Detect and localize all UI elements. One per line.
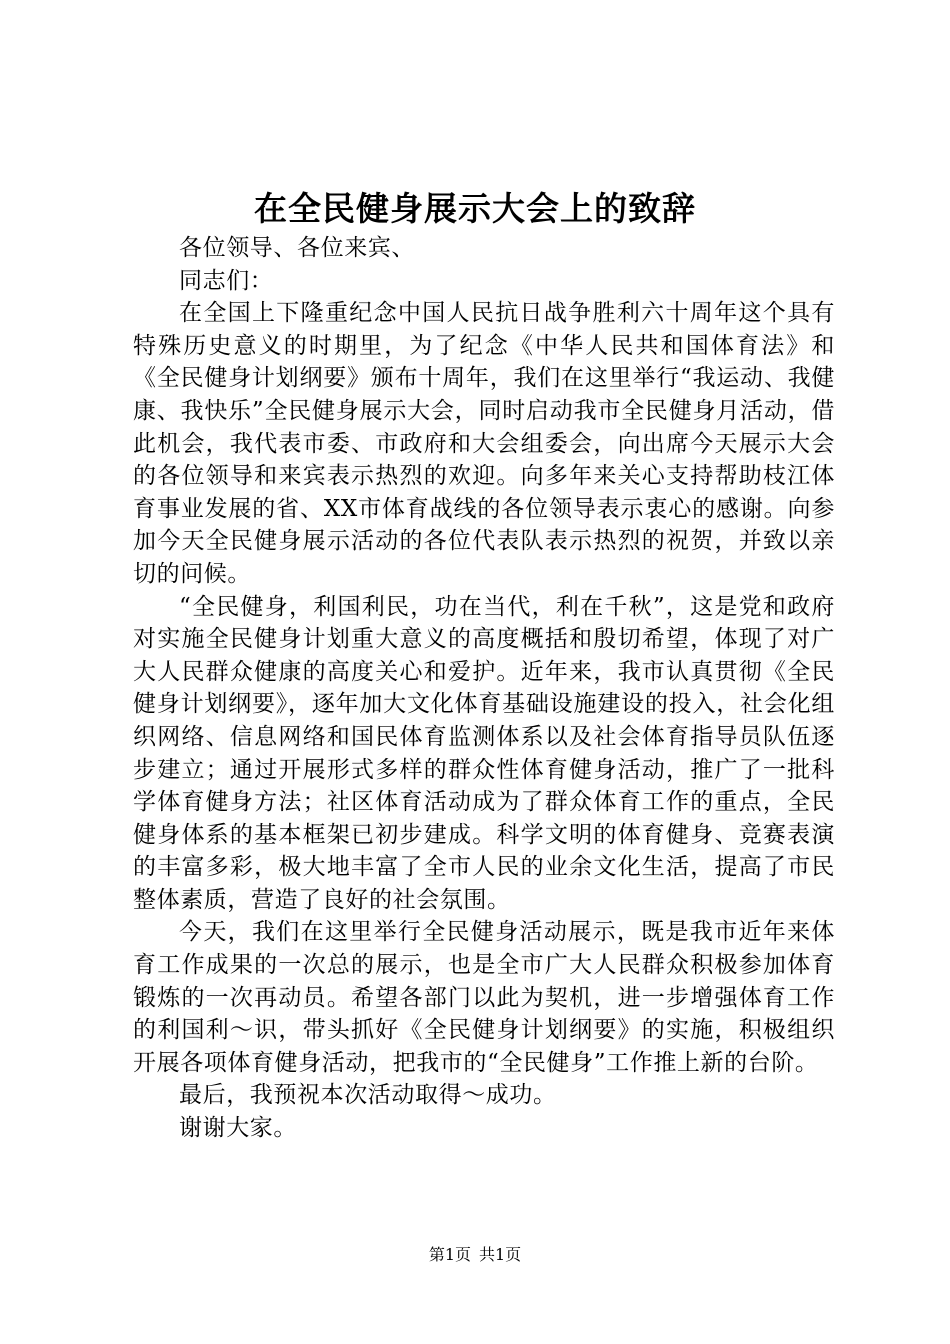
- body-paragraph-2: “全民健身，利国利民，功在当代，利在千秋”，这是党和政府对实施全民健身计划重大意义的高度概括和殷切希望，体现了对广大人民群众健康的高度关心和爱护。近年来，我市认真贯彻《全民健身计划纲要》，逐年加大文化体育基础设施建设的投入，社会化组织网络、信息网络和国民体育监测体系以及社会体育指导员队伍逐步建立；通过开展形式多样的群众性体育健身活动，推广了一批科学体育健身方法；社区体育活动成为了群众体育工作的重点，全民健身体系的基本框架已初步建成。科学文明的体育健身、竞赛表演的丰富多彩，极大地丰富了全市人民的业余文化生活，提高了市民整体素质，营造了良好的社会氛围。: [133, 593, 835, 913]
- page-total: 共1页: [479, 1245, 522, 1264]
- page-number: 第1页: [428, 1245, 471, 1264]
- salutation-line-1: 各位领导、各位来宾、: [179, 235, 415, 261]
- closing-line-2: 谢谢大家。: [179, 1115, 297, 1142]
- body-paragraph-3: 今天，我们在这里举行全民健身活动展示，既是我市近年来体育工作成果的一次总的展示，也是全市广大人民群众积极参加体育锻炼的一次再动员。希望各部门以此为契机，进一步增强体育工作的利国利～识，带头抓好《全民健身计划纲要》的实施，积极组织开展各项体育健身活动，把我市的“全民健身”工作推上新的台阶。: [133, 919, 835, 1076]
- closing-line-1: 最后，我预祝本次活动取得～成功。: [179, 1082, 557, 1109]
- document-body: [133, 232, 835, 1145]
- body-paragraph-1: 在全国上下隆重纪念中国人民抗日战争胜利六十周年这个具有特殊历史意义的时期里，为了纪念《中华人民共和国体育法》和《全民健身计划纲要》颁布十周年，我们在这里举行“我运动、我健康、我快乐”全民健身展示大会，同时启动我市全民健身月活动，借此机会，我代表市委、市政府和大会组委会，向出席今天展示大会的各位领导和来宾表示热烈的欢迎。向多年来关心支持帮助枝江体育事业发展的省、XX市体育战线的各位领导表示衷心的感谢。向参加今天全民健身展示活动的各位代表队表示热烈的祝贺，并致以亲切的问候。: [133, 300, 835, 587]
- salutation-line-2: 同志们：: [179, 267, 274, 294]
- document-title: 在全民健身展示大会上的致辞: [254, 189, 696, 228]
- page-footer: [0, 1244, 950, 1266]
